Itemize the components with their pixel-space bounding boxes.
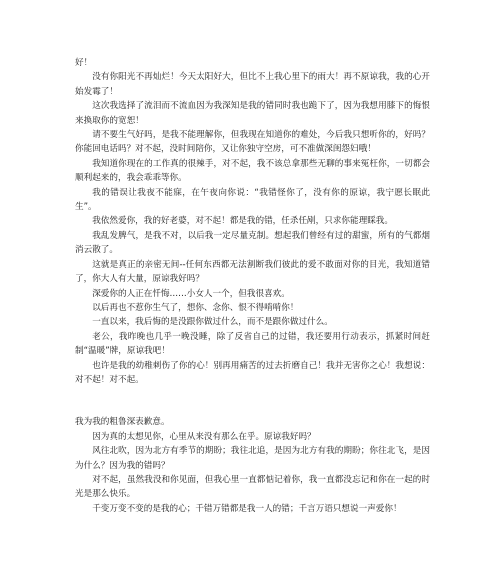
- paragraph-6: 我的错误让我夜不能寐，在午夜向你说：“我错怪你了，没有你的原谅，我宁愿长眠此生”。: [75, 187, 430, 213]
- paragraph-13: 老公，我昨晚也几乎一晚没睡，除了反省自己的过错，我还要用行动表示，抓紧时间赶制“温暖”牌，原谅我吧！: [75, 331, 430, 357]
- paragraph-5: 我知道你现在的工作真的很辣手，对不起，我不该总拿那些无聊的事来冤枉你，一切都会顺利起来的，我会乖乖等你。: [75, 158, 430, 184]
- paragraph-18: 对不起，虽然我没和你见面，但我心里一直都惦记着你，我一直都没忘记和你在一起的时光是那么快乐。: [75, 474, 430, 500]
- paragraph-19: 千变万变不变的是我的心；千错万错都是我一人的错；千言万语只想说一声爱你！: [92, 503, 402, 514]
- paragraph-3: 这次我选择了流泪而不流血因为我深知是我的错同时我也跪下了，因为我想用膝下的悔恨来换取你的宽恕！: [75, 101, 430, 126]
- paragraph-17: 风往北吹，因为北方有季节的期盼；我往北追，是因为北方有我的期盼；你往北飞，是因为什么？因为我的错吗？: [75, 446, 430, 471]
- paragraph-12: 一直以来，我后悔的是没跟你做过什么，而不是跟你做过什么。: [92, 317, 333, 328]
- document-page: [75, 56, 430, 516]
- paragraph-4: 请不要生气好吗，是我不能理解你，但我现在知道你的难处，今后我只想听你的，好吗？你能回电话吗？对不起，没时间陪你，又让你独守空房，可不准做深闺怨妇哦！: [75, 130, 430, 155]
- paragraph-10: 深爱你的人正在忏悔……小女人一个，但我很喜欢。: [92, 288, 290, 299]
- paragraph-2: 没有你阳光不再灿烂！今天太阳好大，但比不上我心里下的雨大！再不原谅我，我的心开始发霉了！: [75, 72, 430, 97]
- paragraph-15: 我为我的粗鲁深表歉意。: [75, 417, 170, 428]
- paragraph-7: 我依然爱你，我的好老婆，对不起！都是我的错，任杀任剐，只求你能理睬我。: [92, 216, 393, 227]
- paragraph-14: 也许是我的幼稚刺伤了你的心！别再用痛苦的过去折磨自己！我并无害你之心！我想说：对不起！对不起。: [75, 360, 430, 385]
- paragraph-16: 因为真的太想见你，心里从来没有那么在乎。原谅我好吗？: [92, 431, 316, 442]
- paragraph-11: 以后再也不惹你生气了，想你、念你、恨不得啃啃你！: [92, 302, 299, 313]
- section-gap: [75, 387, 430, 415]
- paragraph-1: 好！: [75, 58, 93, 68]
- paragraph-8: 我乱发脾气，是我不对，以后我一定尽量克制。想起我们曾经有过的甜蜜，所有的气都烟消云散了。: [75, 230, 430, 256]
- paragraph-9: 这就是真正的亲密无间--任何东西都无法割断我们彼此的爱不敢面对你的目光，我知道错了，你大人有大量，原谅我好吗？: [75, 259, 430, 285]
